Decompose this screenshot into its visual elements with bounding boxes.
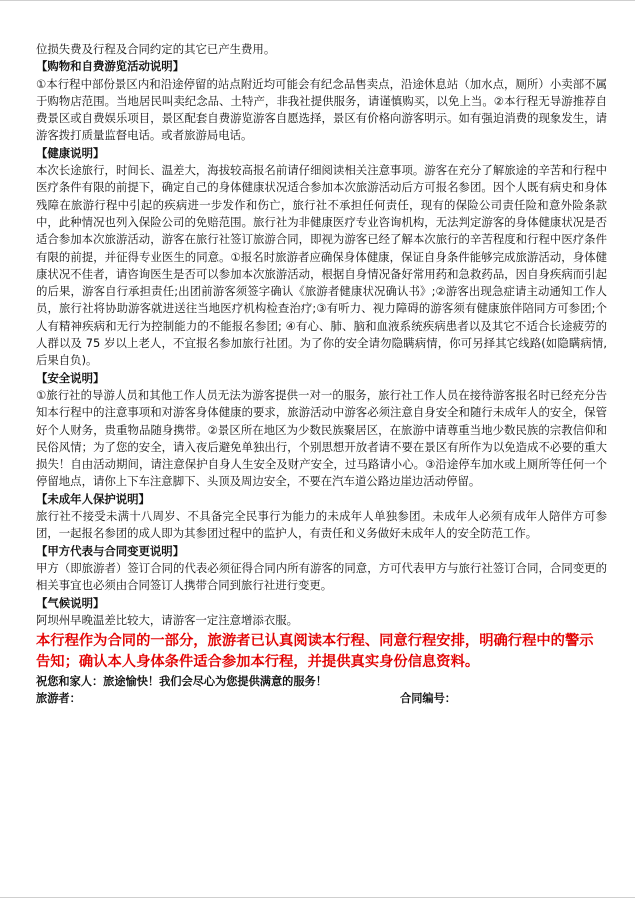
contract-number-label: 合同编号： <box>400 692 456 706</box>
shopping-text: ①本行程中部份景区内和沿途停留的站点附近均可能会有纪念品售卖点，沿途休息站（加水点，厕所）小卖部不属于购物店范围。当地居民叫卖纪念品、土特产，非我社提供服务，请谨慎购买，以免上当。②本行程无导游推荐自费景区或自费娱乐项目，景区配套自费游览游客自愿选择，景区有价格向游客明示。如有强迫消费的现象发生，请游客拨打质量监督电话。或者旅游局电话。 <box>36 76 607 143</box>
shopping-title: 【购物和自费游览活动说明】 <box>36 59 185 74</box>
intro-text: 位损失费及行程及合同约定的其它已产生费用。 <box>36 42 276 56</box>
contract-title: 【甲方代表与合同变更说明】 <box>36 543 185 558</box>
contract-text: 甲方（即旅游者）签订合同的代表必须征得合同内所有游客的同意，方可代表甲方与旅行社签订合同，合同变更的相关事宜也必须由合同签订人携带合同到旅行社进行变更。 <box>36 560 607 593</box>
safety-text: ①旅行社的导游人员和其他工作人员无法为游客提供一对一的服务，旅行社工作人员在接待游客报名时已经充分告知本行程中的注意事项和对游客身体健康的要求，旅游活动中游客必须注意自身安全和随行未成年人的安全，保管好个人财务，贵重物品随身携带。②景区所在地区为少数民族聚居区，在旅游中请尊重当地少数民族的宗教信仰和民俗风情；为了您的安全，请入夜后避免单独出行，个别思想开放者请不要在景区有所作为以免造成不必要的重大损失！自由活动期间，请注意保护自身人生安全及财产安全，过马路请小心。③沿途停车加水或上厕所等任何一个停留地点，请你上下车注意脚下、头顶及周边安全，不要在汽车道公路边崖边活动停留。 <box>36 387 607 489</box>
health-text: 本次长途旅行，时间长、温差大，海拔较高报名前请仔细阅读相关注意事项。游客在充分了解旅途的辛苦和行程中医疗条件有限的前提下，确定自己的身体健康状况适合参加本次旅游活动后方可报名参团。因个人既有病史和身体残障在旅游行程中引起的疾病进一步发作和伤亡，旅行社不承担任何责任，现有的保险公司责任险和意外险条款中，此种情况也列入保险公司的免赔范围。旅行社为非健康医疗专业咨询机构，无法判定游客的身体健康状况是否适合参加本次旅游活动，游客在旅行社签订旅游合同，即视为游客已经了解本次旅行的辛苦程度和行程中医疗条件有限的前提，并征得专业医生的同意。①报名时旅游者应确保身体健康，保证自身条件能够完成旅游活动，身体健康状况不佳者，请咨询医生是否可以参加本次旅游活动，根据自身情况备好常用药和急救药品，因自身疾病而引起的后果，游客自行承担责任;出团前游客须签字确认《旅游者健康状况确认书》;②游客出现急症请主动通知工作人员，旅行社将协助游客就进送往当地医疗机构检查治疗;③有听力、视力障碍的游客须有健康旅伴陪同方可参团;个人有精神疾病和无行为控制能力的不能报名参团; ④有心、肺、脑和血液系统疾病患者以及其它不适合长途疲劳的人群以及 75 岁以上老人，不宜报名参加旅行社团。为了你的安全请勿隐瞒病情，你可另择其它线路(如隐瞒病情,后果自负)。 <box>36 163 607 368</box>
health-title: 【健康说明】 <box>36 145 105 160</box>
traveler-label: 旅游者： <box>36 692 81 706</box>
weather-title: 【气候说明】 <box>36 595 105 610</box>
minor-text: 旅行社不接受未满十八周岁、不具备完全民事行为能力的未成年人单独参团。未成年人必须有成年人陪伴方可参团，一起报名参团的成人即为其参团过程中的监护人，有责任和义务做好未成年人的安全防范工作。 <box>36 509 607 541</box>
safety-title: 【安全说明】 <box>36 370 105 385</box>
top-border <box>0 0 635 1</box>
bottom-border <box>0 897 635 898</box>
signature-row <box>36 690 607 707</box>
weather-text: 阿坝州早晚温差比较大，请游客一定注意增添衣服。 <box>36 612 298 627</box>
minor-title: 【未成年人保护说明】 <box>36 491 150 506</box>
warning-notice: 本行程作为合同的一部分，旅游者已认真阅读本行程、同意行程安排，明确行程中的警示告知；确认本人身体条件适合参加本行程，并提供真实身份信息资料。 <box>36 633 594 671</box>
closing-greeting: 祝您和家人：旅途愉快！我们会尽心为您提供满意的服务！ <box>36 675 327 689</box>
